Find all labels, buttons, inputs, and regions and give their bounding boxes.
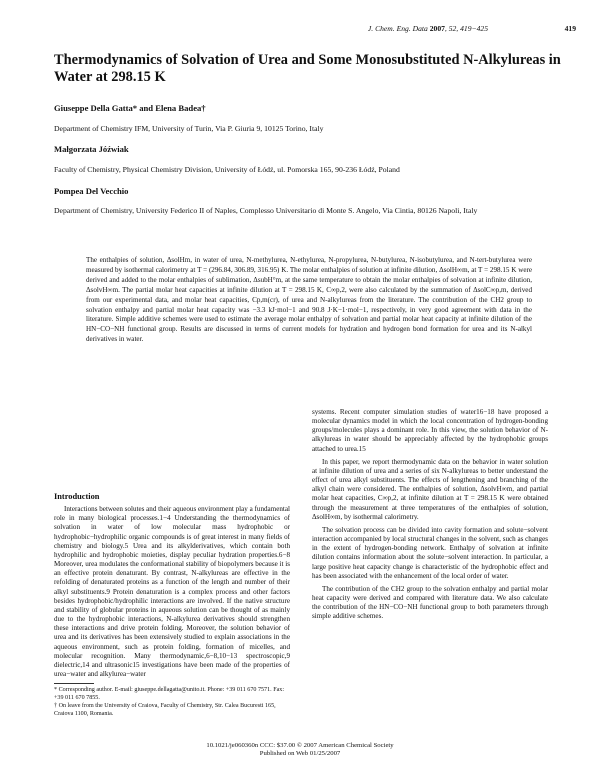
paragraph: Interactions between solutes and their aqueous environment play a fundamental role in many biological processes.1−4 Understanding the thermodynamics of solvation in water of low molecular mass hydrophobic or hydrophobic−hydrophilic organic compounds is of great interest in many fields of chemistry and biology.5 Urea and its alkylderivatives, which contain both hydrophilic and hydrophobic moieties, display peculiar hydration properties.6−8 Moreover, urea modulates the conformational stability of biopolymers because it is an effective protein denaturant. By contrast, N-alkylureas are effective in the refolding of denaturated proteins as a function of the length and number of their alkyl substituents.9 Protein denaturation is a complex process and other factors besides hydrophobic/hydrophilic interactions are involved. If the native structure and stability of globular proteins in aqueous solution can be thought of as mainly due to the hydrophobic interactions, N-alkylurea derivatives should strengthen these interactions and drive protein folding. Moreover, the solution behavior of urea and its derivatives has been extensively studied to explain associations in the aqueous environment, such as protein folding, formation of micelles, and molecular recognition. Many thermodynamic,6−8,10−13 spectroscopic,9 dielectric,14 and ultrasonic15 investigations have been made of the properties of urea−water and alkylurea−water [54, 505, 290, 678]
paragraph: systems. Recent computer simulation studies of water16−18 have proposed a molecular dynamics model in which the local concentration of hydrogen-bonding groups/molecules plays a dominant role. In this view, the solution behavior of N-alkylureas in water should be appreciably affected by the hydrophobic groups attached to urea.15 [312, 408, 548, 453]
author-group-2: Małgorzata Jóźwiak [54, 144, 129, 154]
published-line: Published on Web 01/25/2007 [259, 750, 341, 758]
footnote-on-leave: † On leave from the University of Craiova, Faculty of Chemistry, Str. Calea Bucuresti 165, Craiova 1100, Romania. [54, 702, 276, 717]
affiliation-2: Faculty of Chemistry, Physical Chemistry Division, University of Łódź, ul. Pomorska 165, 90-236 Łódź, Poland [54, 165, 400, 174]
running-head [0, 24, 600, 36]
journal-year: 2007 [429, 24, 445, 33]
affiliation-3: Department of Chemistry, University Federico II of Naples, Complesso Universitario di Monte S. Angelo, Via Cintia, 80126 Napoli, Italy [54, 206, 478, 215]
publication-info [0, 742, 600, 758]
author-group-3: Pompea Del Vecchio [54, 186, 129, 196]
footnote-corresponding-author: * Corresponding author. E-mail: giuseppe.dellagatta@unito.it. Phone: +39 011 670 7571. Fax: +39 011 670 7855. [54, 687, 285, 701]
journal-volume-pages: , 52, 419−425 [444, 24, 488, 33]
author-group-1: Giuseppe Della Gatta* and Elena Badea† [54, 103, 206, 113]
article-title: Thermodynamics of Solvation of Urea and Some Monosubstituted N-Alkylureas in Water at 298.15 K [54, 52, 561, 85]
page-number: 419 [564, 24, 576, 33]
right-column [312, 408, 548, 625]
journal-citation [368, 24, 488, 33]
abstract: The enthalpies of solution, ΔsolHm, in water of urea, N-methylurea, N-ethylurea, N-propylurea, N-butylurea, N-isobutylurea, and N-tert-butylurea were measured by isothermal calorimetry at T = (296.84, 306.89, 316.95) K. The molar enthalpies of solution at infinite dilution, ΔsolH∞m, at T = 298.15 K were derived and added to the molar enthalpies of sublimation, ΔsubH°m, at the same temperature to obtain the molar enthalpies of solvation at infinite dilution, ΔsolvH∞m. The partial molar heat capacities at infinite dilution at T = 298.15 K, C∞p,2, were also calculated by the summation of ΔsolC∞p,m, derived from our experimental data, and molar heat capacities, Cp,m(cr), of urea and N-alkylureas from the literature. The contribution of the CH2 group to solvation enthalpy and partial molar heat capacity was −3.3 kJ·mol−1 and 90.8 J·K−1·mol−1, respectively, in very good agreement with data in the literature. Simple additive schemes were used to estimate the average molar enthalpy of solvation and partial molar heat capacity at infinite dilution of the HN−CO−NH functional group. Results are discussed in terms of current models for hydration and hydrogen bond formation for urea and its N-alkyl derivatives in water. [86, 256, 532, 344]
footnote-divider [54, 683, 94, 684]
section-heading-introduction: Introduction [54, 492, 100, 501]
journal-name: J. Chem. Eng. Data [367, 24, 428, 33]
footnotes [54, 687, 292, 719]
paragraph: The contribution of the CH2 group to the solvation enthalpy and partial molar heat capacity were derived and compared with literature data. We also calculate the contribution of the HN−CO−NH functional group to both parameters through simple additive schemes. [312, 584, 548, 621]
doi-line: 10.1021/je060360n CCC: $37.00 © 2007 American Chemical Society [206, 742, 394, 749]
left-column [54, 492, 290, 683]
paragraph: In this paper, we report thermodynamic data on the behavior in water solution at infinite dilution of urea and a series of six N-alkylureas to better understand the effect of urea alkyl substituents. The effects of lengthening and branching of the alkyl chain were considered. The enthalpies of solution, ΔsolvH∞m, and partial molar heat capacities, C∞p,2, at infinite dilution at T = 298.15 K were obtained through the measurement at three temperatures of the enthalpies of solution, ΔsolH∞m, by isothermal calorimetry. [312, 457, 548, 521]
paragraph: The solvation process can be divided into cavity formation and solute−solvent interaction accompanied by local structural changes in the solvent, such as changes in the extent of hydrogen-bonding network. Enthalpy of solvation at infinite dilution contains information about the solute−solvent interaction. In particular, a large positive heat capacity change is characteristic of the hydrophobic effect and has been associated with the enhancement of the local order of water. [312, 525, 548, 580]
affiliation-1: Department of Chemistry IFM, University of Turin, Via P. Giuria 9, 10125 Torino, Italy [54, 124, 324, 133]
